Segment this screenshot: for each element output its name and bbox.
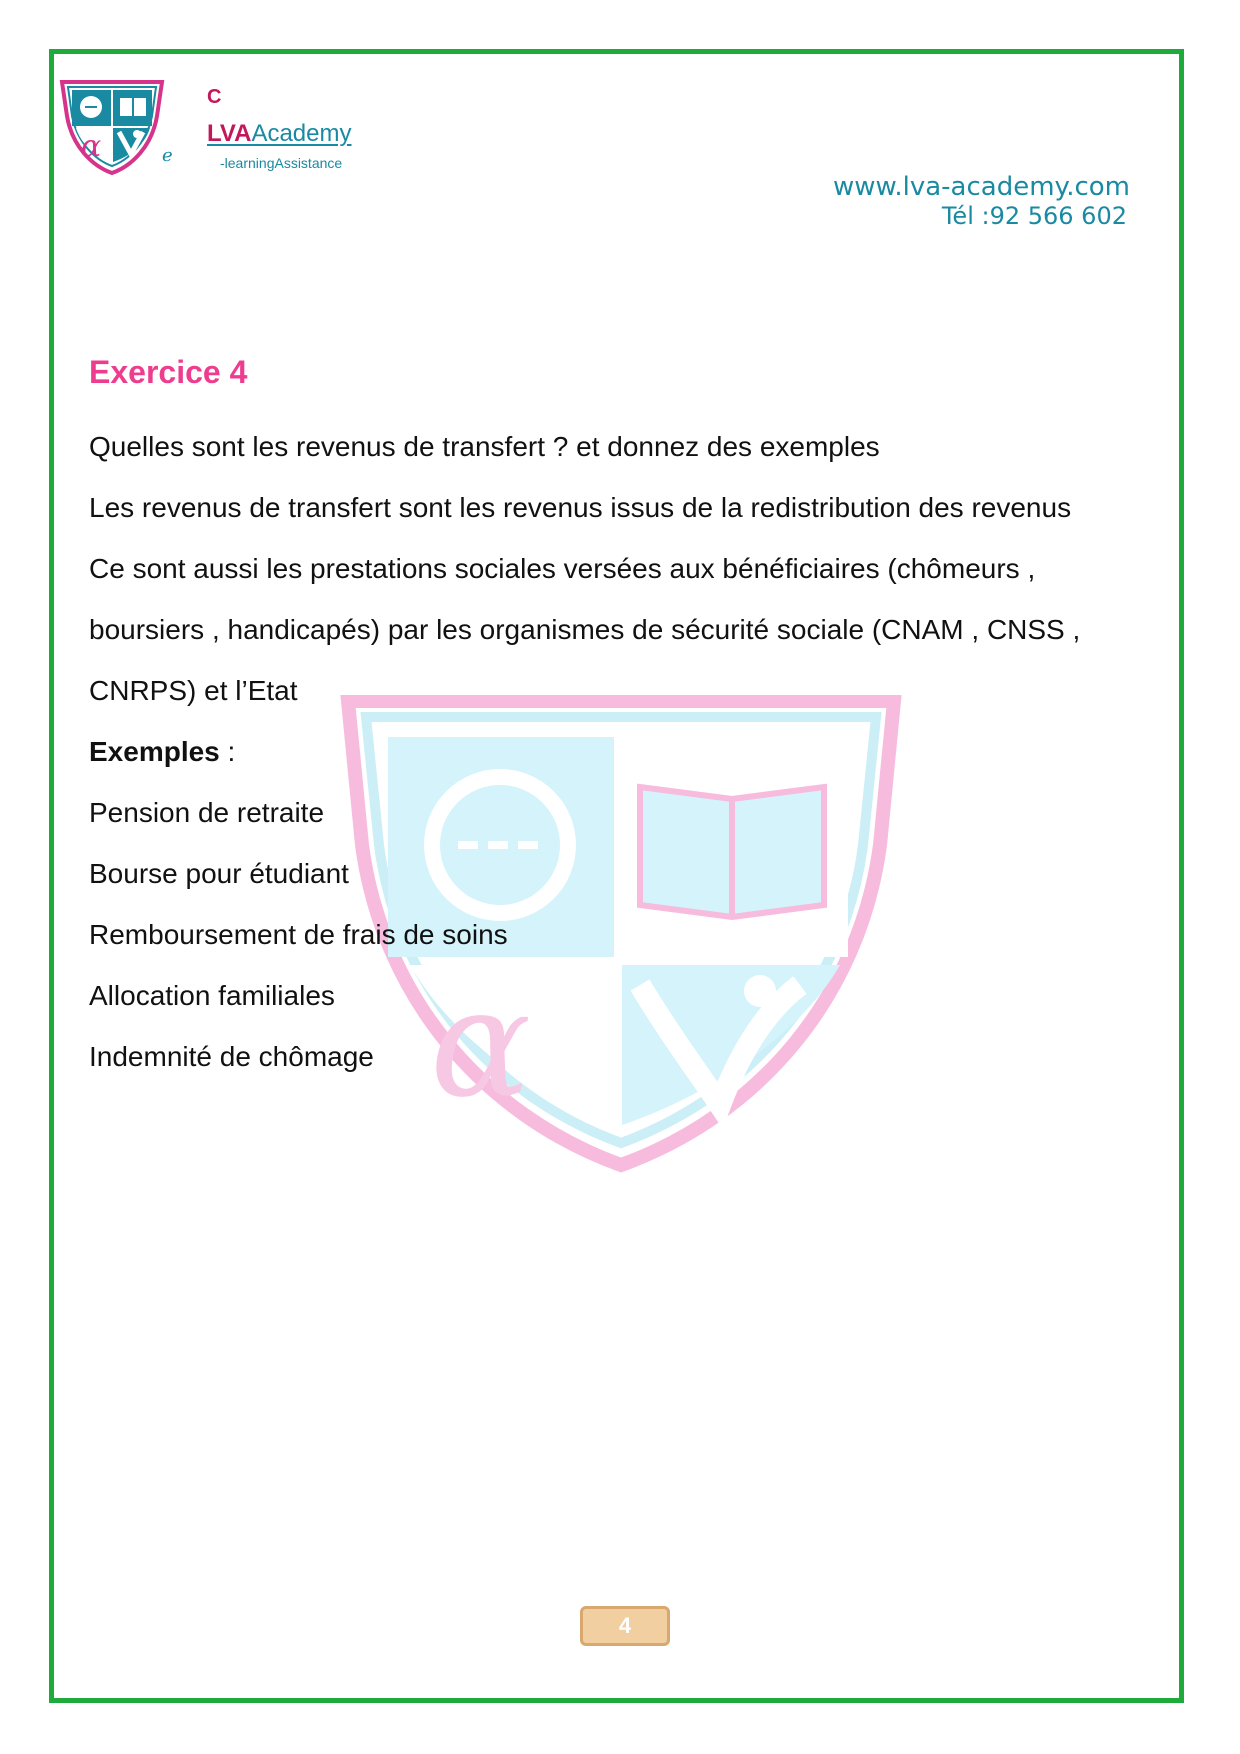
website-link[interactable]: www.lva-academy.com <box>832 172 1130 202</box>
exercise-question: Quelles sont les revenus de transfert ? et donnez des exemples <box>89 431 880 462</box>
phone-number: Tél :92 566 602 <box>941 202 1127 230</box>
example-item: Pension de retraite <box>89 797 325 828</box>
answer-line: Les revenus de transfert sont les revenus issus de la redistribution des revenus <box>89 492 1072 523</box>
example-item: Bourse pour étudiant <box>89 858 349 889</box>
example-item: Allocation familiales <box>89 980 335 1011</box>
example-item: Indemnité de chômage <box>89 1041 374 1072</box>
brand-lva: LVA <box>207 120 252 147</box>
brand-name <box>207 120 351 148</box>
exercise-title: Exercice 4 <box>89 354 248 390</box>
brand-e-letter: e <box>162 145 173 166</box>
academy-logo-icon <box>57 76 167 176</box>
page-number-badge: 4 <box>580 1606 670 1646</box>
exercise-content <box>89 350 1169 1087</box>
brand-c-letter: C <box>207 86 222 108</box>
examples-suffix: : <box>219 736 236 767</box>
svg-text:α: α <box>430 957 532 1131</box>
brand-academy: Academy <box>251 120 352 147</box>
answer-line: boursiers , handicapés) par les organismes de sécurité sociale (CNAM , CNSS , <box>89 614 1081 645</box>
examples-label: Exemples <box>89 736 220 767</box>
answer-line: Ce sont aussi les prestations sociales versées aux bénéficiaires (chômeurs , <box>89 553 1036 584</box>
examples-heading <box>89 721 1169 782</box>
brand-tagline: -learningAssistance <box>220 155 343 171</box>
answer-line: CNRPS) et l’Etat <box>89 675 298 706</box>
example-item: Remboursement de frais de soins <box>89 919 508 950</box>
svg-text:α: α <box>81 129 102 164</box>
